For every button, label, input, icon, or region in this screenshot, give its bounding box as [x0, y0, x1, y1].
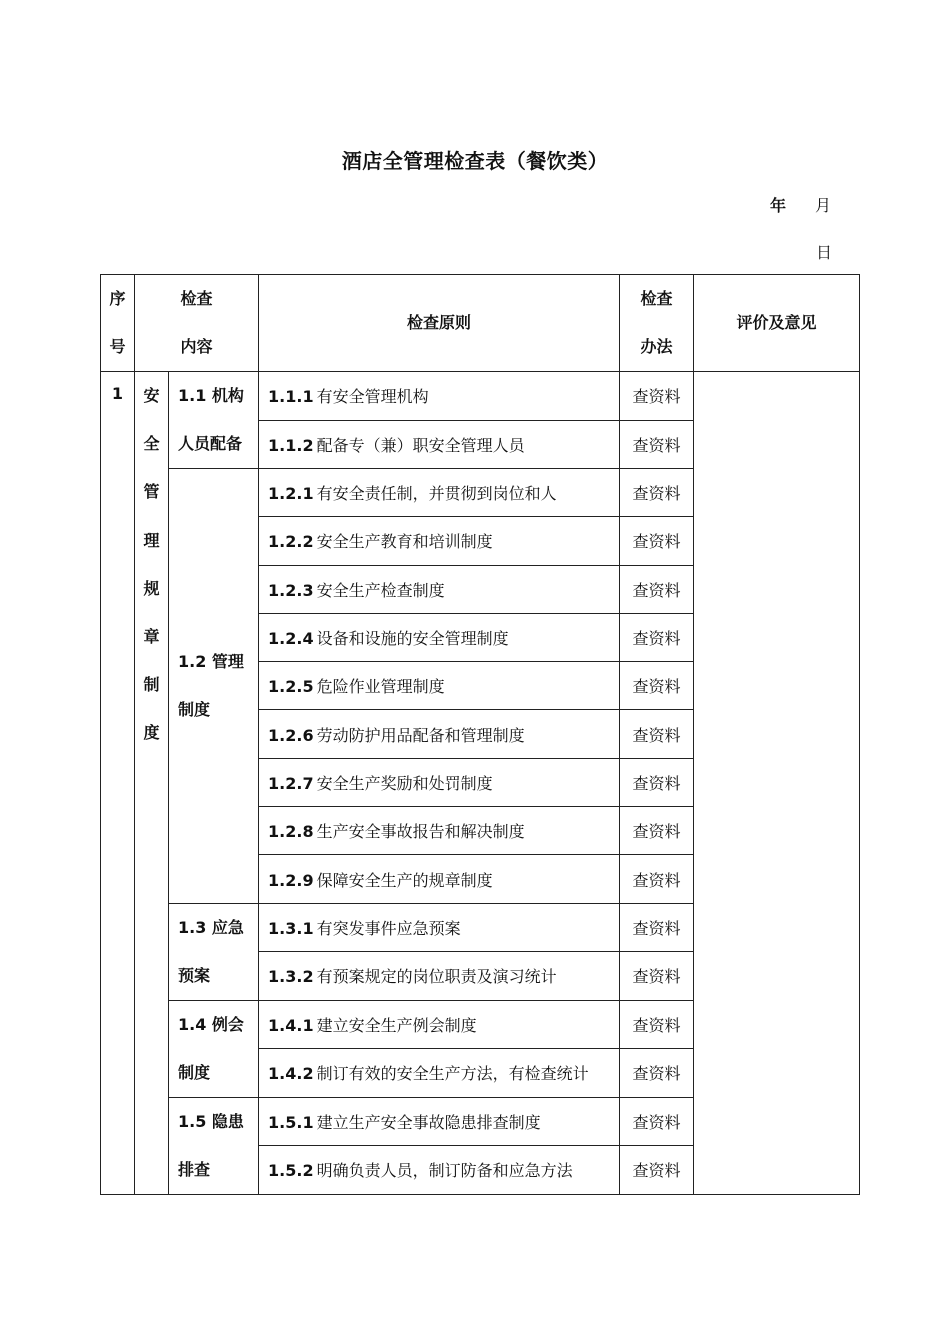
check-item-text: 生产安全事故报告和解决制度 — [316, 822, 525, 842]
table-row — [101, 372, 860, 421]
category-char: 章 — [143, 627, 160, 647]
check-item — [259, 903, 620, 952]
check-item — [259, 1146, 620, 1195]
check-item-number: 1.2.6 — [268, 725, 314, 745]
header-seq-line1: 序 — [109, 289, 126, 308]
check-item — [259, 1049, 620, 1098]
check-item — [259, 420, 620, 469]
check-method: 查资料 — [620, 758, 694, 806]
check-item-number: 1.2.3 — [268, 580, 314, 600]
date-year: 年 — [770, 196, 787, 215]
subcategory-label — [169, 1000, 259, 1097]
date-month: 月 — [815, 196, 832, 215]
check-item — [259, 710, 620, 758]
check-method: 查资料 — [620, 662, 694, 710]
check-item-number: 1.2.7 — [268, 773, 314, 793]
header-evaluation: 评价及意见 — [694, 275, 860, 372]
category-char: 全 — [143, 434, 160, 454]
check-item — [259, 1097, 620, 1146]
section-number: 1 — [101, 372, 135, 1195]
check-item-number: 1.4.1 — [268, 1015, 314, 1035]
subcategory-label — [169, 469, 259, 904]
check-method: 查资料 — [620, 1049, 694, 1098]
check-item-number: 1.3.1 — [268, 918, 314, 938]
header-content — [135, 275, 259, 372]
check-item-text: 有安全责任制，并贯彻到岗位和人 — [316, 484, 557, 504]
subcategory-label — [169, 1097, 259, 1194]
section-category — [135, 372, 169, 1195]
check-item-number: 1.2.8 — [268, 822, 314, 842]
subcategory-line: 预案 — [178, 965, 211, 985]
subcategory-line: 制度 — [178, 699, 211, 719]
check-method: 查资料 — [620, 372, 694, 421]
check-item-text: 有突发事件应急预案 — [316, 918, 461, 938]
page-title: 酒店全管理检查表（餐饮类） — [341, 149, 609, 173]
check-item — [259, 613, 620, 661]
check-item-text: 制订有效的安全生产方法，有检查统计 — [316, 1064, 589, 1084]
subcategory-line: 排查 — [178, 1159, 211, 1179]
table-header-row — [101, 275, 860, 372]
check-item — [259, 565, 620, 613]
check-item — [259, 517, 620, 565]
check-method: 查资料 — [620, 565, 694, 613]
header-method-line2: 办法 — [640, 337, 673, 356]
check-item-text: 配备专（兼）职安全管理人员 — [316, 435, 525, 455]
check-item-number: 1.5.2 — [268, 1161, 314, 1181]
check-item-text: 安全生产检查制度 — [316, 580, 445, 600]
evaluation-cell[interactable] — [694, 372, 860, 1195]
check-method: 查资料 — [620, 1000, 694, 1049]
subcategory-label — [169, 903, 259, 1000]
check-item-number: 1.1.2 — [268, 435, 314, 455]
check-method: 查资料 — [620, 517, 694, 565]
check-item-text: 危险作业管理制度 — [316, 677, 445, 697]
check-item-text: 设备和设施的安全管理制度 — [316, 629, 509, 649]
check-method: 查资料 — [620, 710, 694, 758]
check-item-number: 1.3.2 — [268, 967, 314, 987]
check-item-number: 1.5.1 — [268, 1112, 314, 1132]
check-item-number: 1.4.2 — [268, 1064, 314, 1084]
check-item — [259, 662, 620, 710]
check-item-text: 有安全管理机构 — [316, 387, 429, 407]
header-seq — [101, 275, 135, 372]
check-item-number: 1.2.5 — [268, 677, 314, 697]
check-item — [259, 758, 620, 806]
date-day: 日 — [816, 243, 833, 262]
subcategory-line: 1.4 例会 — [178, 1014, 244, 1034]
check-item-text: 安全生产教育和培训制度 — [316, 532, 493, 552]
category-char: 管 — [143, 482, 160, 502]
header-method-line1: 检查 — [640, 289, 673, 308]
check-item — [259, 372, 620, 421]
check-item-text: 建立生产安全事故隐患排查制度 — [316, 1112, 541, 1132]
check-item-text: 劳动防护用品配备和管理制度 — [316, 725, 525, 745]
category-char: 安 — [143, 386, 160, 405]
subcategory-line: 1.5 隐患 — [178, 1111, 244, 1131]
check-item — [259, 1000, 620, 1049]
check-item — [259, 855, 620, 903]
check-method: 查资料 — [620, 855, 694, 903]
category-char: 规 — [143, 578, 160, 598]
header-method — [620, 275, 694, 372]
check-method: 查资料 — [620, 469, 694, 517]
check-item-number: 1.1.1 — [268, 387, 314, 407]
subcategory-line: 1.3 应急 — [178, 917, 244, 937]
category-char: 度 — [143, 723, 160, 743]
check-method: 查资料 — [620, 1097, 694, 1146]
check-item — [259, 807, 620, 855]
check-item-number: 1.2.4 — [268, 629, 314, 649]
check-item-text: 安全生产奖励和处罚制度 — [316, 773, 493, 793]
check-item — [259, 952, 620, 1001]
check-method: 查资料 — [620, 903, 694, 952]
check-method: 查资料 — [620, 1146, 694, 1195]
check-item-text: 明确负责人员，制订防备和应急方法 — [316, 1161, 573, 1181]
check-item-text: 有预案规定的岗位职责及演习统计 — [316, 967, 557, 987]
check-method: 查资料 — [620, 420, 694, 469]
check-item — [259, 469, 620, 517]
check-item-number: 1.2.9 — [268, 870, 314, 890]
header-principle: 检查原则 — [259, 275, 620, 372]
check-item-text: 建立安全生产例会制度 — [316, 1015, 477, 1035]
category-char: 制 — [143, 675, 160, 695]
check-method: 查资料 — [620, 952, 694, 1001]
category-char: 理 — [143, 530, 160, 550]
header-seq-line2: 号 — [109, 337, 126, 356]
subcategory-line: 1.1 机构 — [178, 386, 244, 405]
subcategory-line: 制度 — [178, 1062, 211, 1082]
header-content-line1: 检查 — [180, 289, 213, 308]
inspection-table — [100, 274, 860, 1195]
header-content-line2: 内容 — [180, 337, 213, 356]
check-item-number: 1.2.2 — [268, 532, 314, 552]
check-method: 查资料 — [620, 613, 694, 661]
subcategory-line: 人员配备 — [178, 434, 243, 453]
check-item-number: 1.2.1 — [268, 484, 314, 504]
check-item-text: 保障安全生产的规章制度 — [316, 870, 493, 890]
subcategory-label — [169, 372, 259, 469]
check-method: 查资料 — [620, 807, 694, 855]
subcategory-line: 1.2 管理 — [178, 651, 244, 671]
